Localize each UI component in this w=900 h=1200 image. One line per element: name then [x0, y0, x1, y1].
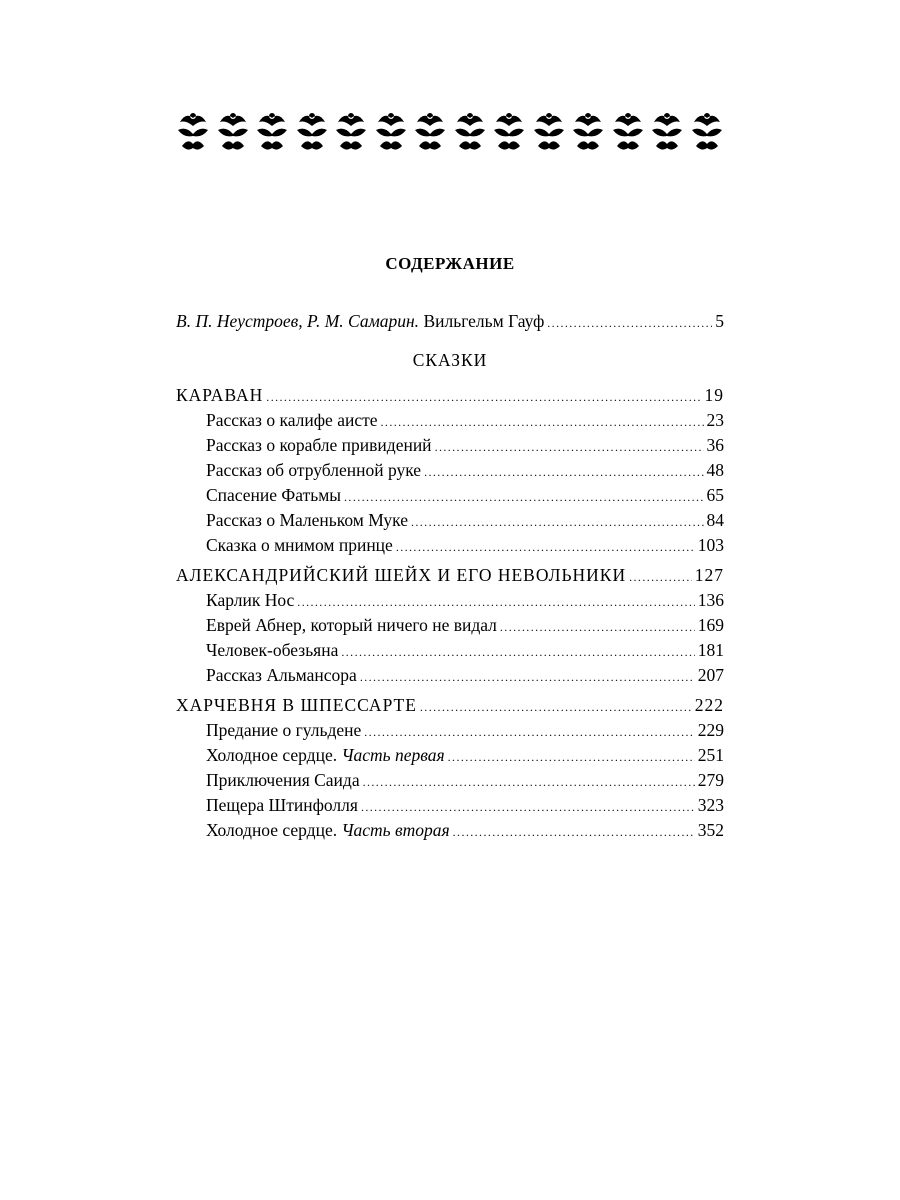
cycle-title: ХАРЧЕВНЯ В ШПЕССАРТЕ — [176, 695, 417, 715]
dot-leader — [297, 591, 694, 614]
dot-leader — [341, 641, 694, 664]
page-number: 19 — [704, 385, 724, 405]
toc-story[interactable] — [176, 534, 724, 559]
toc-cycle-spessart[interactable] — [176, 694, 724, 719]
page-number: 251 — [697, 745, 724, 765]
story-title: Холодное сердце. — [206, 820, 338, 840]
dot-leader — [396, 536, 695, 559]
dot-leader — [381, 411, 704, 434]
page-number: 127 — [694, 565, 724, 585]
dot-leader — [500, 616, 695, 639]
toc-story[interactable] — [176, 509, 724, 534]
toc-story[interactable] — [176, 434, 724, 459]
dot-leader — [424, 461, 703, 484]
ornament-motif — [650, 108, 684, 156]
story-title: Человек-обезьяна — [206, 640, 339, 660]
page-number: 5 — [715, 311, 724, 331]
dot-leader — [420, 696, 692, 719]
page-number: 65 — [706, 485, 724, 505]
intro-text: Вильгельм Гауф — [423, 311, 545, 331]
page-number: 136 — [697, 590, 724, 610]
toc-story[interactable] — [176, 589, 724, 614]
ornament-motif — [532, 108, 566, 156]
dot-leader — [266, 386, 701, 409]
dot-leader — [453, 821, 695, 844]
ornament-motif — [611, 108, 645, 156]
ornament-motif — [295, 108, 329, 156]
ornament-motif — [255, 108, 289, 156]
dot-leader — [344, 486, 703, 509]
dot-leader — [361, 796, 695, 819]
page-number: 23 — [706, 410, 724, 430]
story-title: Спасение Фатьмы — [206, 485, 342, 505]
story-part: Часть первая — [341, 745, 445, 765]
story-title: Рассказ о Маленьком Муке — [206, 510, 408, 530]
story-title: Рассказ Альмансора — [206, 665, 357, 685]
story-title: Рассказ о калифе аисте — [206, 410, 378, 430]
toc-story[interactable] — [176, 819, 724, 844]
ornament-motif — [216, 108, 250, 156]
ornament-motif — [374, 108, 408, 156]
toc-story[interactable] — [176, 719, 724, 744]
dot-leader — [448, 746, 695, 769]
page-number: 222 — [694, 695, 724, 715]
table-of-contents — [176, 310, 724, 844]
ornament-motif — [334, 108, 368, 156]
toc-story[interactable] — [176, 459, 724, 484]
page-number: 36 — [706, 435, 724, 455]
toc-story[interactable] — [176, 639, 724, 664]
page-number: 229 — [697, 720, 724, 740]
page-title: СОДЕРЖАНИЕ — [385, 254, 515, 273]
intro-authors: В. П. Неустроев, Р. М. Самарин. — [176, 311, 420, 331]
ornament-motif — [492, 108, 526, 156]
page-number: 323 — [697, 795, 724, 815]
section-title: СКАЗКИ — [412, 350, 488, 370]
page-number: 103 — [697, 535, 724, 555]
story-title: Рассказ о корабле привидений — [206, 435, 432, 455]
story-title: Сказка о мнимом принце — [206, 535, 393, 555]
story-title: Холодное сердце. — [206, 745, 338, 765]
page-number: 279 — [697, 770, 724, 790]
story-title: Предание о гульдене — [206, 720, 362, 740]
dot-leader — [363, 771, 695, 794]
toc-story[interactable] — [176, 614, 724, 639]
dot-leader — [629, 566, 692, 589]
ornament-motif — [413, 108, 447, 156]
dot-leader — [364, 721, 694, 744]
page-number: 84 — [706, 510, 724, 530]
toc-entry-intro[interactable] — [176, 310, 724, 335]
ornament-motif — [176, 108, 210, 156]
ornamental-border — [176, 108, 724, 156]
toc-story[interactable] — [176, 484, 724, 509]
cycle-title: АЛЕКСАНДРИЙСКИЙ ШЕЙХ И ЕГО НЕВОЛЬНИКИ — [176, 565, 627, 585]
toc-cycle-caravan[interactable] — [176, 384, 724, 409]
toc-story[interactable] — [176, 664, 724, 689]
dot-leader — [547, 312, 712, 335]
ornament-motif — [690, 108, 724, 156]
page-number: 48 — [706, 460, 724, 480]
story-title: Карлик Нос — [206, 590, 295, 610]
story-title: Приключения Саида — [206, 770, 360, 790]
page-number: 207 — [697, 665, 724, 685]
toc-story[interactable] — [176, 794, 724, 819]
page-number: 181 — [697, 640, 724, 660]
toc-cycle-alexandria[interactable] — [176, 564, 724, 589]
page-number: 169 — [697, 615, 724, 635]
toc-story[interactable] — [176, 744, 724, 769]
story-title: Еврей Абнер, который ничего не видал — [206, 615, 497, 635]
ornament-motif — [571, 108, 605, 156]
dot-leader — [411, 511, 704, 534]
toc-story[interactable] — [176, 769, 724, 794]
story-part: Часть вторая — [341, 820, 450, 840]
story-title: Рассказ об отрубленной руке — [206, 460, 422, 480]
toc-story[interactable] — [176, 409, 724, 434]
cycle-title: КАРАВАН — [176, 385, 264, 405]
story-title: Пещера Штинфолля — [206, 795, 358, 815]
ornament-motif — [453, 108, 487, 156]
dot-leader — [435, 436, 704, 459]
page-number: 352 — [697, 820, 724, 840]
dot-leader — [360, 666, 695, 689]
